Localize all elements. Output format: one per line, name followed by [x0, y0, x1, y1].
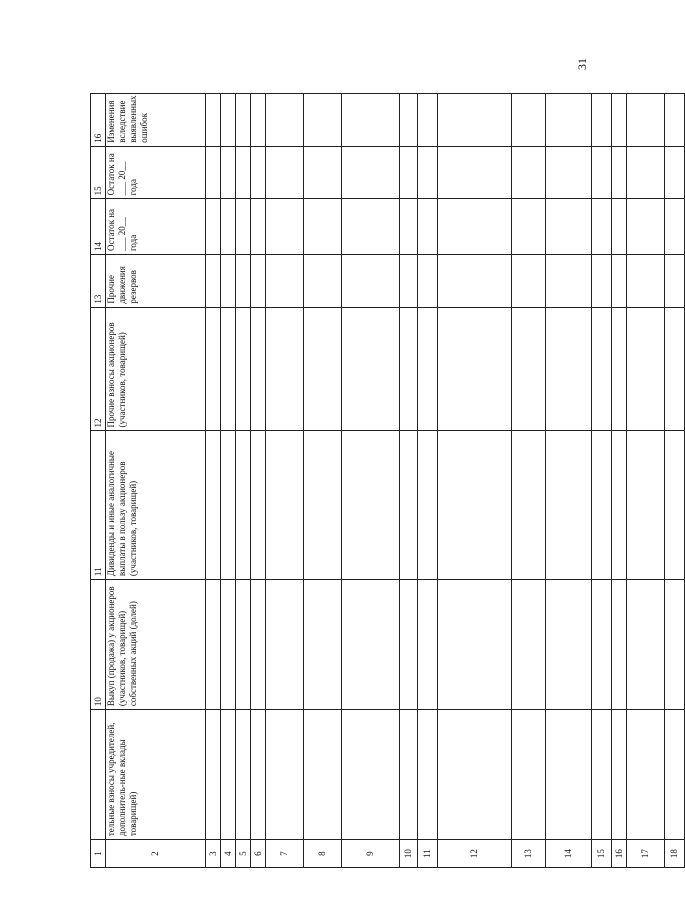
empty-cell	[266, 146, 304, 199]
column-number: 10	[400, 840, 418, 868]
empty-cell	[627, 255, 665, 308]
empty-cell	[266, 431, 304, 580]
empty-cell	[592, 146, 612, 199]
row-description: Изменения вследствие выявленных ошибок	[106, 94, 206, 147]
empty-cell	[438, 307, 512, 431]
empty-cell	[206, 580, 221, 710]
empty-cell	[304, 710, 342, 840]
empty-cell	[546, 146, 592, 199]
empty-cell	[266, 94, 304, 147]
empty-cell	[665, 255, 685, 308]
column-number: 12	[438, 840, 512, 868]
empty-cell	[400, 199, 418, 255]
column-number: 11	[418, 840, 438, 868]
empty-cell	[592, 431, 612, 580]
empty-cell	[546, 710, 592, 840]
row-number: 12	[91, 307, 106, 431]
empty-cell	[221, 255, 236, 308]
column-number: 9	[342, 840, 400, 868]
empty-cell	[612, 431, 627, 580]
table-row	[400, 94, 418, 868]
table-row	[546, 94, 592, 868]
row-description: Прочие движения резервов	[106, 255, 206, 308]
empty-cell	[438, 431, 512, 580]
empty-cell	[400, 580, 418, 710]
page-number: 31	[575, 58, 589, 70]
column-number: 1	[91, 840, 106, 868]
empty-cell	[592, 199, 612, 255]
empty-cell	[627, 146, 665, 199]
empty-cell	[612, 307, 627, 431]
empty-cell	[438, 94, 512, 147]
empty-cell	[592, 710, 612, 840]
column-number: 6	[251, 840, 266, 868]
empty-cell	[438, 255, 512, 308]
column-number: 8	[304, 840, 342, 868]
empty-cell	[206, 255, 221, 308]
empty-cell	[221, 307, 236, 431]
row-number: 15	[91, 146, 106, 199]
empty-cell	[266, 580, 304, 710]
empty-cell	[266, 199, 304, 255]
empty-cell	[512, 431, 546, 580]
table-row	[266, 94, 304, 868]
empty-cell	[546, 255, 592, 308]
empty-cell	[612, 710, 627, 840]
table-row	[206, 94, 221, 868]
column-number: 13	[512, 840, 546, 868]
empty-cell	[251, 199, 266, 255]
empty-cell	[592, 255, 612, 308]
empty-cell	[400, 710, 418, 840]
column-number: 16	[612, 840, 627, 868]
table-row	[106, 94, 206, 868]
empty-cell	[512, 146, 546, 199]
empty-cell	[266, 307, 304, 431]
empty-cell	[546, 431, 592, 580]
empty-cell	[438, 580, 512, 710]
empty-cell	[665, 431, 685, 580]
table-row	[612, 94, 627, 868]
empty-cell	[342, 94, 400, 147]
empty-cell	[342, 199, 400, 255]
table-row	[512, 94, 546, 868]
empty-cell	[266, 710, 304, 840]
empty-cell	[221, 94, 236, 147]
empty-cell	[266, 255, 304, 308]
empty-cell	[627, 580, 665, 710]
empty-cell	[304, 431, 342, 580]
row-description: Выкуп (продажа) у акционеров (участников, товарищей) собственных акций (долей)	[106, 580, 206, 710]
empty-cell	[592, 94, 612, 147]
table-row	[627, 94, 665, 868]
empty-cell	[251, 307, 266, 431]
column-number: 15	[592, 840, 612, 868]
empty-cell	[236, 255, 251, 308]
column-number: 5	[236, 840, 251, 868]
empty-cell	[251, 431, 266, 580]
empty-cell	[221, 710, 236, 840]
table-row	[342, 94, 400, 868]
row-description: Остаток на ___ 20__ года	[106, 146, 206, 199]
empty-cell	[342, 307, 400, 431]
column-number: 17	[627, 840, 665, 868]
row-number	[91, 710, 106, 840]
empty-cell	[236, 307, 251, 431]
row-description: тельные взносы учредителей, дополнитель-ные вклады товарищей)	[106, 710, 206, 840]
empty-cell	[342, 146, 400, 199]
row-number: 13	[91, 255, 106, 308]
empty-cell	[236, 580, 251, 710]
empty-cell	[612, 580, 627, 710]
empty-cell	[512, 94, 546, 147]
empty-cell	[251, 580, 266, 710]
empty-cell	[418, 307, 438, 431]
table-row	[304, 94, 342, 868]
table-row	[418, 94, 438, 868]
empty-cell	[665, 199, 685, 255]
table-row	[592, 94, 612, 868]
empty-cell	[546, 94, 592, 147]
empty-cell	[304, 199, 342, 255]
table-row	[251, 94, 266, 868]
row-number: 10	[91, 580, 106, 710]
empty-cell	[512, 710, 546, 840]
empty-cell	[400, 94, 418, 147]
empty-cell	[438, 199, 512, 255]
empty-cell	[251, 94, 266, 147]
row-number: 16	[91, 94, 106, 147]
empty-cell	[512, 307, 546, 431]
table-row	[665, 94, 685, 868]
empty-cell	[342, 431, 400, 580]
statement-table-rotated	[90, 93, 679, 868]
empty-cell	[612, 255, 627, 308]
table-row	[221, 94, 236, 868]
empty-cell	[418, 431, 438, 580]
column-number: 14	[546, 840, 592, 868]
empty-cell	[418, 146, 438, 199]
empty-cell	[221, 580, 236, 710]
empty-cell	[627, 307, 665, 431]
empty-cell	[665, 307, 685, 431]
empty-cell	[400, 255, 418, 308]
empty-cell	[438, 710, 512, 840]
empty-cell	[438, 146, 512, 199]
empty-cell	[400, 146, 418, 199]
empty-cell	[418, 710, 438, 840]
empty-cell	[206, 146, 221, 199]
empty-cell	[512, 255, 546, 308]
equity-changes-table	[90, 93, 685, 868]
empty-cell	[221, 199, 236, 255]
row-description: Остаток на ___ 20__ года	[106, 199, 206, 255]
empty-cell	[665, 146, 685, 199]
column-number: 4	[221, 840, 236, 868]
empty-cell	[304, 255, 342, 308]
empty-cell	[546, 307, 592, 431]
empty-cell	[627, 199, 665, 255]
empty-cell	[236, 431, 251, 580]
empty-cell	[546, 199, 592, 255]
empty-cell	[627, 94, 665, 147]
empty-cell	[251, 255, 266, 308]
empty-cell	[627, 431, 665, 580]
empty-cell	[304, 94, 342, 147]
empty-cell	[206, 199, 221, 255]
empty-cell	[627, 710, 665, 840]
empty-cell	[512, 580, 546, 710]
empty-cell	[418, 255, 438, 308]
table-row	[236, 94, 251, 868]
empty-cell	[206, 307, 221, 431]
empty-cell	[512, 199, 546, 255]
column-number: 18	[665, 840, 685, 868]
empty-cell	[206, 94, 221, 147]
table-row	[91, 94, 106, 868]
empty-cell	[221, 431, 236, 580]
empty-cell	[400, 431, 418, 580]
empty-cell	[304, 146, 342, 199]
empty-cell	[665, 710, 685, 840]
empty-cell	[251, 710, 266, 840]
empty-cell	[342, 580, 400, 710]
empty-cell	[612, 94, 627, 147]
row-description: Дивиденды и иные аналогичные выплаты в пользу акционеров (участников, товарищей)	[106, 431, 206, 580]
empty-cell	[665, 94, 685, 147]
empty-cell	[418, 94, 438, 147]
empty-cell	[546, 580, 592, 710]
empty-cell	[418, 580, 438, 710]
empty-cell	[592, 580, 612, 710]
empty-cell	[342, 255, 400, 308]
empty-cell	[251, 146, 266, 199]
empty-cell	[236, 146, 251, 199]
row-description: Прочие взносы акционеров (участников, товарищей)	[106, 307, 206, 431]
empty-cell	[342, 710, 400, 840]
empty-cell	[612, 199, 627, 255]
empty-cell	[418, 199, 438, 255]
row-number: 11	[91, 431, 106, 580]
empty-cell	[400, 307, 418, 431]
table-row	[438, 94, 512, 868]
empty-cell	[236, 94, 251, 147]
column-number: 2	[106, 840, 206, 868]
row-number: 14	[91, 199, 106, 255]
column-number: 7	[266, 840, 304, 868]
empty-cell	[206, 431, 221, 580]
empty-cell	[612, 146, 627, 199]
empty-cell	[206, 710, 221, 840]
empty-cell	[665, 580, 685, 710]
empty-cell	[304, 580, 342, 710]
empty-cell	[236, 710, 251, 840]
empty-cell	[236, 199, 251, 255]
empty-cell	[221, 146, 236, 199]
column-number: 3	[206, 840, 221, 868]
empty-cell	[304, 307, 342, 431]
empty-cell	[592, 307, 612, 431]
